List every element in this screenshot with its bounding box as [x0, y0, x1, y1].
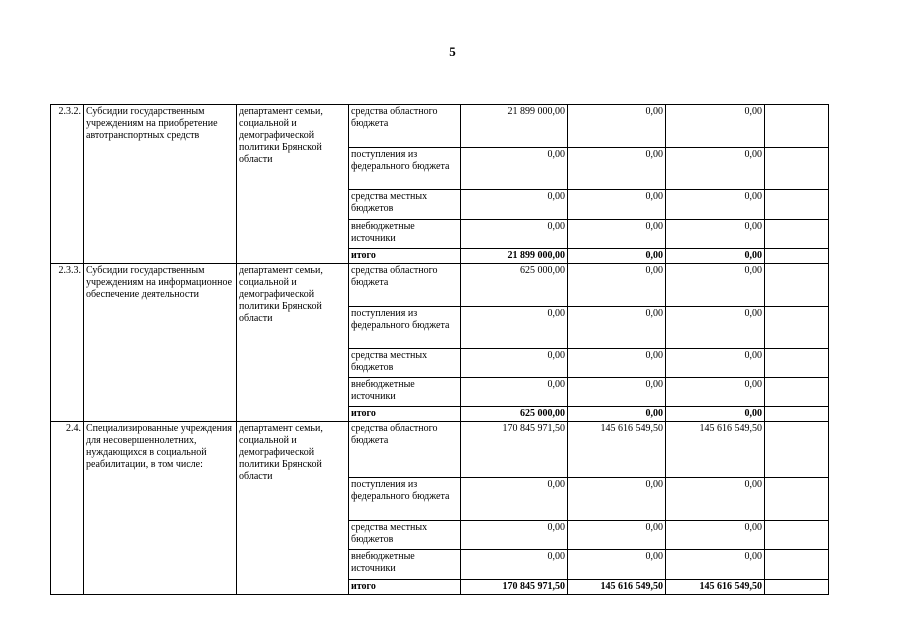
item-code: 2.4.: [51, 422, 84, 595]
funding-source: поступления из федерального бюджета: [349, 307, 461, 349]
value-cell: 0,00: [568, 478, 666, 521]
funding-source: внебюджетные источники: [349, 550, 461, 580]
funding-source: средства областного бюджета: [349, 264, 461, 307]
funding-source: поступления из федерального бюджета: [349, 478, 461, 521]
empty-cell: [765, 264, 829, 307]
item-executor: департамент семьи, социальной и демографической политики Брянской области: [237, 264, 349, 422]
item-executor: департамент семьи, социальной и демографической политики Брянской области: [237, 422, 349, 595]
value-cell: 0,00: [461, 550, 568, 580]
item-code: 2.3.2.: [51, 105, 84, 264]
value-cell: 0,00: [666, 521, 765, 550]
empty-cell: [765, 190, 829, 220]
funding-source: поступления из федерального бюджета: [349, 148, 461, 190]
table-row: [51, 422, 829, 478]
empty-cell: [765, 105, 829, 148]
page-number: 5: [449, 44, 456, 59]
table-row: [51, 105, 829, 148]
value-cell: 625 000,00: [461, 407, 568, 422]
funding-source: итого: [349, 580, 461, 595]
funding-source: итого: [349, 407, 461, 422]
value-cell: 21 899 000,00: [461, 105, 568, 148]
funding-source: средства областного бюджета: [349, 105, 461, 148]
item-name: Субсидии государственным учреждениям на информационное обеспечение деятельности: [84, 264, 237, 422]
value-cell: 0,00: [666, 407, 765, 422]
empty-cell: [765, 249, 829, 264]
value-cell: 0,00: [666, 190, 765, 220]
value-cell: 0,00: [461, 148, 568, 190]
value-cell: 0,00: [461, 190, 568, 220]
value-cell: 145 616 549,50: [666, 422, 765, 478]
empty-cell: [765, 550, 829, 580]
empty-cell: [765, 407, 829, 422]
value-cell: 0,00: [568, 307, 666, 349]
value-cell: 0,00: [461, 307, 568, 349]
empty-cell: [765, 422, 829, 478]
value-cell: 0,00: [568, 220, 666, 249]
empty-cell: [765, 349, 829, 378]
funding-source: средства местных бюджетов: [349, 349, 461, 378]
empty-cell: [765, 521, 829, 550]
value-cell: 0,00: [461, 378, 568, 407]
item-name: Субсидии государственным учреждениям на приобретение автотранспортных средств: [84, 105, 237, 264]
value-cell: 0,00: [666, 148, 765, 190]
value-cell: 0,00: [666, 307, 765, 349]
value-cell: 0,00: [568, 105, 666, 148]
value-cell: 0,00: [568, 521, 666, 550]
funding-source: внебюджетные источники: [349, 220, 461, 249]
value-cell: 21 899 000,00: [461, 249, 568, 264]
funding-source: внебюджетные источники: [349, 378, 461, 407]
value-cell: 0,00: [461, 478, 568, 521]
value-cell: 0,00: [461, 521, 568, 550]
value-cell: 170 845 971,50: [461, 580, 568, 595]
item-name: Специализированные учреждения для несовершеннолетних, нуждающихся в социальной реабилитации, в том числе:: [84, 422, 237, 595]
value-cell: 0,00: [666, 105, 765, 148]
value-cell: 0,00: [568, 407, 666, 422]
value-cell: 170 845 971,50: [461, 422, 568, 478]
value-cell: 0,00: [568, 550, 666, 580]
value-cell: 0,00: [568, 264, 666, 307]
value-cell: 0,00: [568, 190, 666, 220]
funding-source: средства местных бюджетов: [349, 521, 461, 550]
value-cell: 0,00: [666, 264, 765, 307]
value-cell: 0,00: [568, 378, 666, 407]
value-cell: 0,00: [568, 148, 666, 190]
value-cell: 0,00: [461, 349, 568, 378]
value-cell: 0,00: [568, 349, 666, 378]
value-cell: 0,00: [666, 378, 765, 407]
empty-cell: [765, 478, 829, 521]
table-row: [51, 264, 829, 307]
value-cell: 0,00: [666, 249, 765, 264]
empty-cell: [765, 580, 829, 595]
empty-cell: [765, 307, 829, 349]
value-cell: 625 000,00: [461, 264, 568, 307]
empty-cell: [765, 220, 829, 249]
value-cell: 0,00: [666, 349, 765, 378]
empty-cell: [765, 378, 829, 407]
value-cell: 0,00: [666, 478, 765, 521]
value-cell: 0,00: [461, 220, 568, 249]
funding-source: итого: [349, 249, 461, 264]
value-cell: 145 616 549,50: [666, 580, 765, 595]
item-executor: департамент семьи, социальной и демографической политики Брянской области: [237, 105, 349, 264]
item-code: 2.3.3.: [51, 264, 84, 422]
budget-table: [50, 104, 829, 595]
value-cell: 145 616 549,50: [568, 422, 666, 478]
value-cell: 145 616 549,50: [568, 580, 666, 595]
value-cell: 0,00: [666, 220, 765, 249]
funding-source: средства местных бюджетов: [349, 190, 461, 220]
funding-source: средства областного бюджета: [349, 422, 461, 478]
value-cell: 0,00: [666, 550, 765, 580]
value-cell: 0,00: [568, 249, 666, 264]
empty-cell: [765, 148, 829, 190]
